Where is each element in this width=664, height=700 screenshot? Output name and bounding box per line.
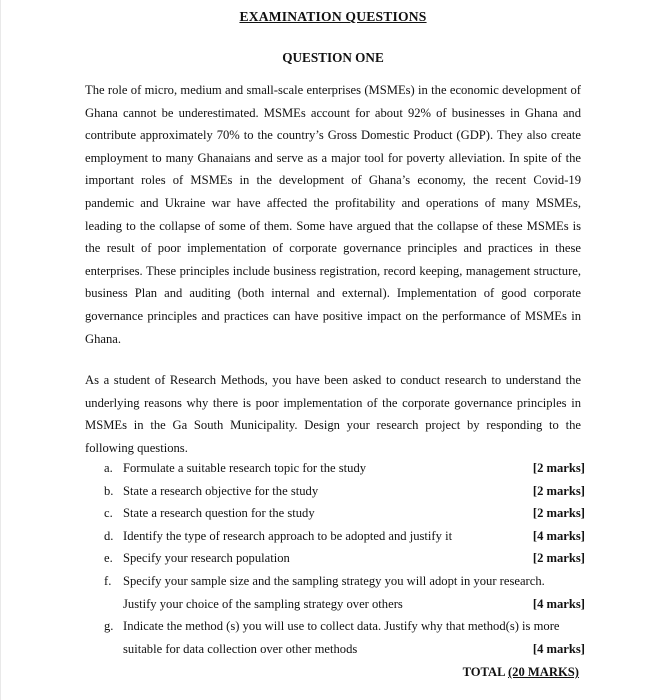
question-marks: [2 marks]: [532, 506, 585, 521]
question-letter: g.: [104, 619, 114, 634]
question-text: Formulate a suitable research topic for the study: [123, 461, 367, 475]
question-text-continued: suitable for data collection over other methods: [123, 641, 358, 656]
total-label: TOTAL: [462, 665, 505, 679]
question-text: State a research objective for the study: [123, 483, 319, 498]
question-text: State a research question for the study: [123, 506, 315, 521]
question-item-f: [85, 570, 585, 615]
question-marks: [2 marks]: [532, 551, 585, 566]
question-letter: b.: [104, 483, 114, 498]
question-marks: [2 marks]: [532, 461, 585, 475]
question-letter: f.: [104, 573, 112, 588]
task-paragraph: As a student of Research Methods, you have been asked to conduct research to understand the underlying reasons why there is poor implementation of the corporate governance principles in MSMEs in the Ga South Municipality. Design your research project by responding to the following questions.: [85, 373, 581, 455]
question-item-b: [85, 480, 585, 503]
question-letter: c.: [104, 506, 113, 521]
question-text: Indicate the method (s) you will use to collect data. Justify why that method(s) is more: [123, 619, 560, 634]
question-item-g: [85, 615, 585, 660]
total-value: (20 MARKS): [507, 665, 579, 679]
total-marks: [463, 665, 579, 680]
question-text-continued: Justify your choice of the sampling strategy over others: [123, 596, 403, 611]
question-heading: QUESTION ONE: [282, 50, 384, 65]
question-letter: d.: [104, 528, 114, 543]
question-item-d: [85, 525, 585, 548]
question-text: Specify your sample size and the sampling strategy you will adopt in your research.: [123, 573, 545, 588]
question-list: [85, 457, 585, 660]
question-marks: [4 marks]: [532, 641, 585, 656]
intro-paragraph: The role of micro, medium and small-scale enterprises (MSMEs) in the economic development of Ghana cannot be underestimated. MSMEs account for about 92% of businesses in Ghana and contribute approximately 70% to the country’s Gross Domestic Product (GDP). They also create employment to many Ghanaians and serve as a major tool for poverty alleviation. In spite of the important roles of MSMEs in the development of Ghana’s economy, the recent Covid-19 pandemic and Ukraine war have affected the profitability and operations of many MSMEs, leading to the collapse of some of them. Some have argued that the collapse of these MSMEs is the result of poor implementation of corporate governance principles and practices in these enterprises. These principles include business registration, record keeping, management structure, business Plan and auditing (both internal and external). Implementation of good corporate governance principles and practices can have positive impact on the performance of MSMEs in Ghana.: [85, 83, 581, 346]
question-marks: [2 marks]: [532, 483, 585, 498]
question-marks: [4 marks]: [532, 596, 585, 611]
question-item-a: [85, 457, 585, 480]
question-item-c: [85, 502, 585, 525]
question-marks: [4 marks]: [532, 528, 585, 543]
question-text: Identify the type of research approach to be adopted and justify it: [123, 528, 453, 543]
question-letter: e.: [104, 551, 113, 566]
question-letter: a.: [104, 461, 113, 475]
question-text: Specify your research population: [123, 551, 290, 566]
document-title: EXAMINATION QUESTIONS: [239, 9, 427, 24]
question-item-e: [85, 547, 585, 570]
